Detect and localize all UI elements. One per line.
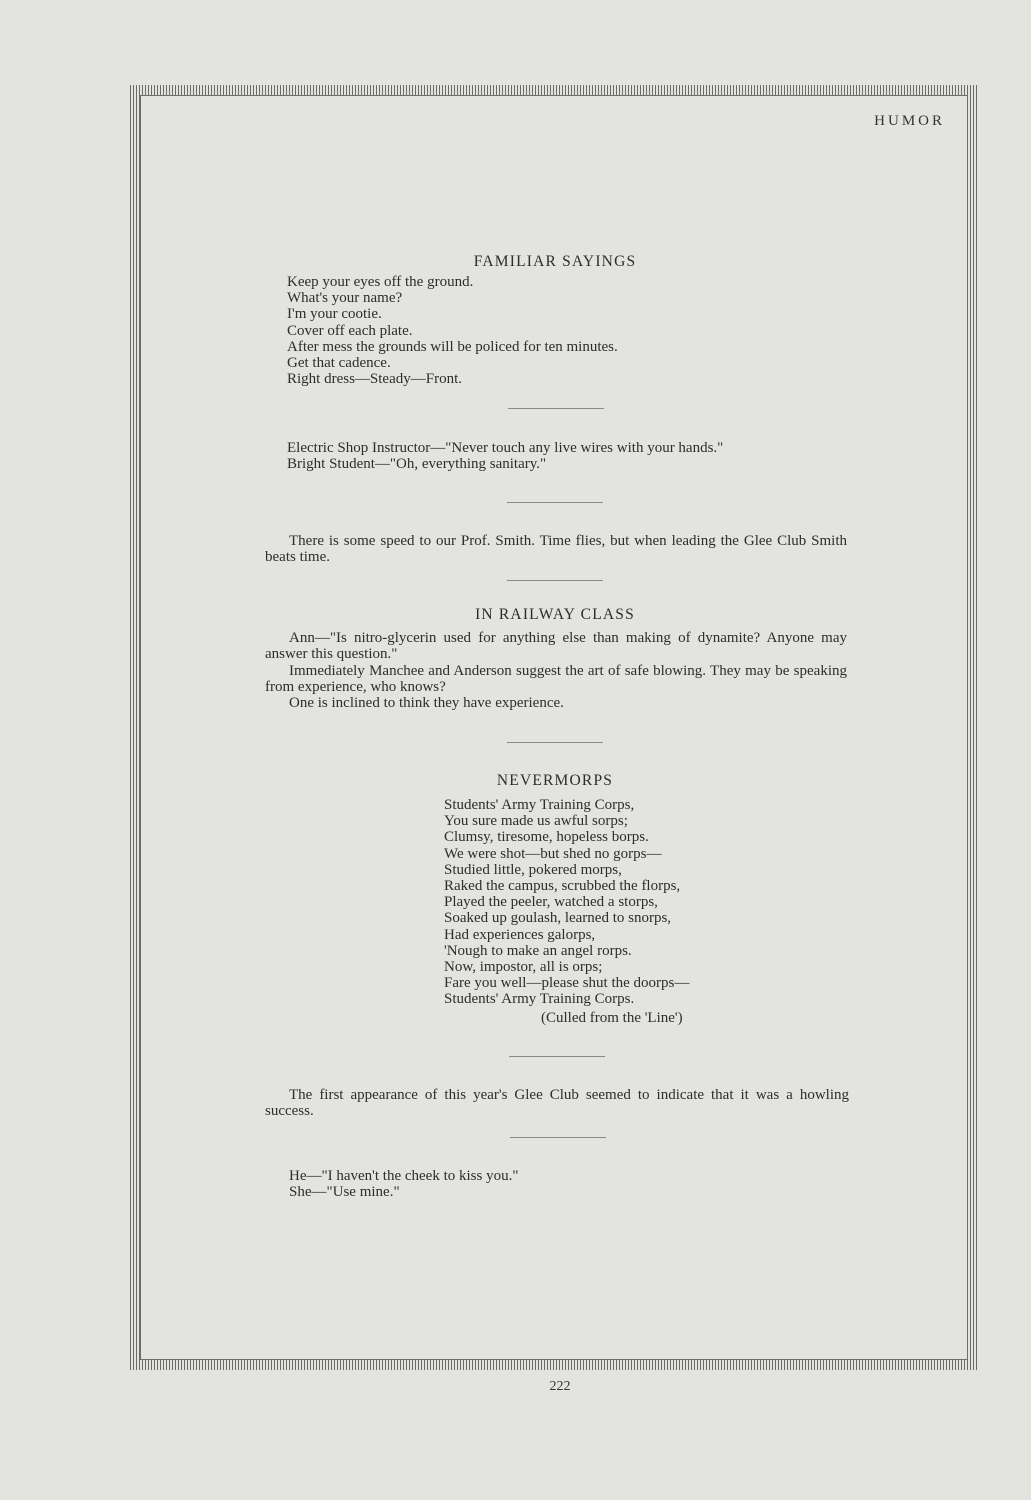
separator-rule xyxy=(507,580,603,581)
saying-line: Right dress—Steady—Front. xyxy=(287,371,462,388)
dialogue-line: Bright Student—"Oh, everything sanitary." xyxy=(287,456,547,473)
poem-line: Had experiences galorps, xyxy=(444,926,596,943)
railway-class-title: IN RAILWAY CLASS xyxy=(475,606,635,623)
poem-line: Now, impostor, all is orps; xyxy=(444,959,603,976)
prof-smith-joke: There is some speed to our Prof. Smith. Time flies, but when leading the Glee Club Smith beats time. xyxy=(265,533,847,566)
familiar-sayings-list xyxy=(287,274,618,387)
familiar-sayings-title: FAMILIAR SAYINGS xyxy=(473,253,637,270)
page-number: 222 xyxy=(549,1379,571,1394)
saying-line: What's your name? xyxy=(287,290,403,307)
poem-line: Students' Army Training Corps. xyxy=(444,991,635,1008)
dialogue-line: He—"I haven't the cheek to kiss you." xyxy=(289,1168,519,1184)
poem-line: Played the peeler, watched a storps, xyxy=(444,894,658,911)
nevermorps-title: NEVERMORPS xyxy=(496,772,614,789)
saying-line: Keep your eyes off the ground. xyxy=(287,274,474,290)
cheek-joke xyxy=(289,1168,518,1200)
poem-line: You sure made us awful sorps; xyxy=(444,813,628,830)
section-header: HUMOR xyxy=(874,113,945,129)
separator-rule xyxy=(510,1137,606,1138)
poem-line: Clumsy, tiresome, hopeless borps. xyxy=(444,829,649,846)
separator-rule xyxy=(507,502,603,503)
poem-attribution: (Culled from the 'Line') xyxy=(541,1010,683,1026)
poem-line: We were shot—but shed no gorps— xyxy=(444,845,662,862)
railway-paragraph: Immediately Manchee and Anderson suggest the art of safe blowing. They may be speaking from experience, who knows? xyxy=(265,663,847,696)
poem-line: Fare you well—please shut the doorps— xyxy=(444,975,690,992)
poem-line: Studied little, pokered morps, xyxy=(444,861,622,878)
dialogue-line: Electric Shop Instructor—"Never touch any live wires with your hands." xyxy=(287,440,724,456)
poem-line: Raked the campus, scrubbed the florps, xyxy=(444,878,681,895)
saying-line: Get that cadence. xyxy=(287,355,391,372)
saying-line: I'm your cootie. xyxy=(287,306,382,323)
nevermorps-poem xyxy=(444,797,689,1008)
railway-paragraph: One is inclined to think they have experience. xyxy=(289,695,564,711)
electric-shop-joke xyxy=(287,440,723,472)
separator-rule xyxy=(507,742,603,743)
dialogue-line: She—"Use mine." xyxy=(289,1184,400,1201)
saying-line: After mess the grounds will be policed for ten minutes. xyxy=(287,338,618,355)
poem-line: Soaked up goulash, learned to snorps, xyxy=(444,910,672,927)
poem-line: 'Nough to make an angel rorps. xyxy=(444,942,632,959)
separator-rule xyxy=(509,1056,605,1057)
railway-paragraph: Ann—"Is nitro-glycerin used for anything else than making of dynamite? Anyone may answer this question." xyxy=(265,630,847,663)
saying-line: Cover off each plate. xyxy=(287,322,413,339)
separator-rule xyxy=(508,408,604,409)
poem-line: Students' Army Training Corps, xyxy=(444,797,635,813)
glee-club-joke: The first appearance of this year's Glee Club seemed to indicate that it was a howling success. xyxy=(265,1087,849,1120)
